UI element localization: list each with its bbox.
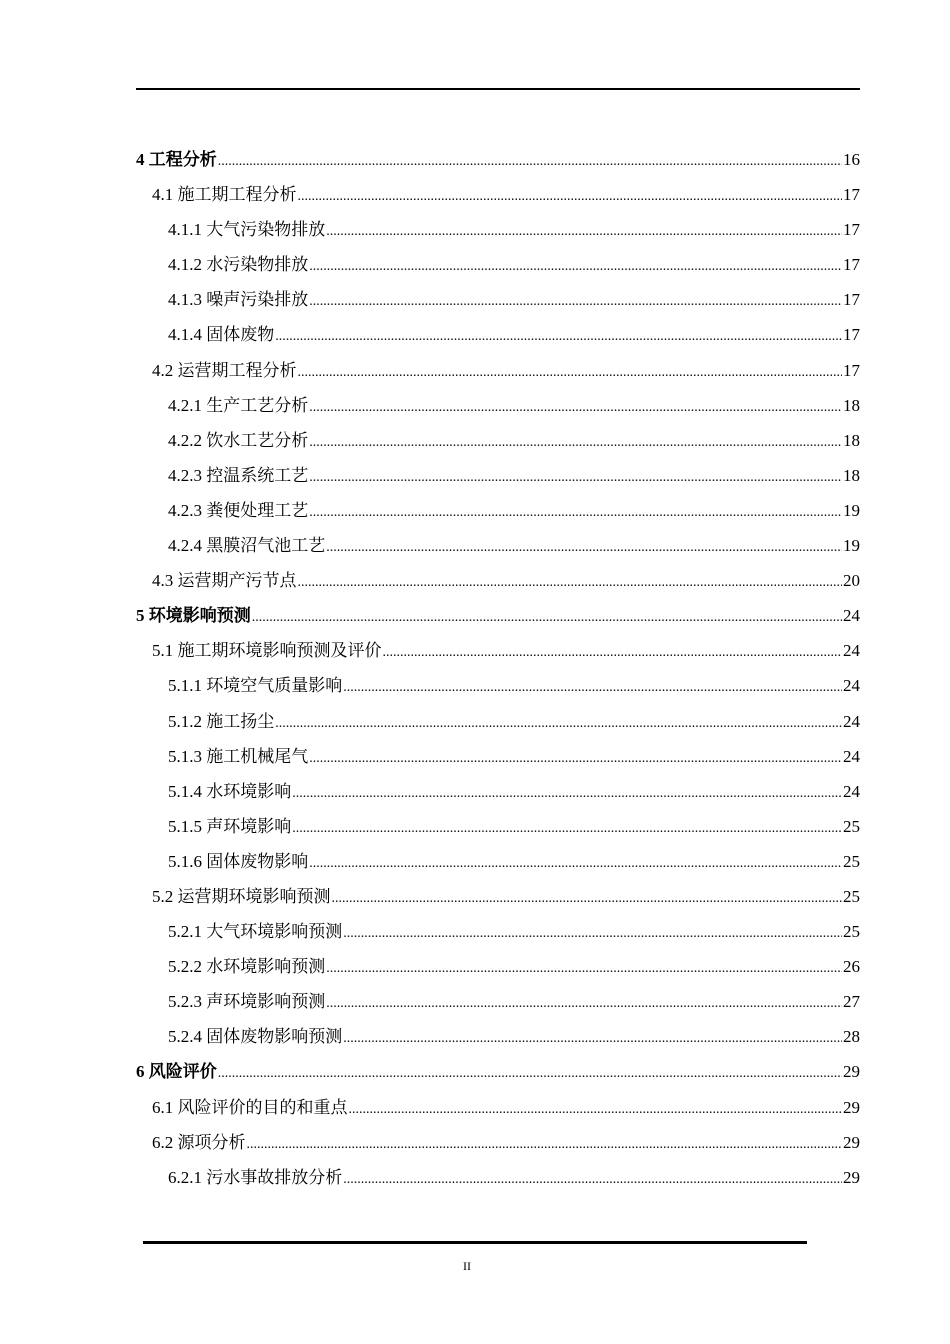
toc-entry-title: 4.1.1 大气污染物排放 [168, 220, 326, 240]
dot-leader [309, 390, 842, 425]
toc-entry-page: 26 [843, 957, 860, 977]
dot-leader [383, 635, 843, 670]
toc-entry-page: 24 [843, 676, 860, 696]
toc-entry[interactable] [136, 212, 860, 247]
toc-entry-page: 29 [843, 1132, 860, 1152]
toc-entry-title: 5.1.5 声环境影响 [168, 816, 292, 836]
toc-entry-page: 18 [843, 465, 860, 485]
toc-entry-title: 5.1.6 固体废物影响 [168, 851, 309, 871]
toc-entry-page: 28 [843, 1027, 860, 1047]
toc-entry[interactable] [136, 949, 860, 984]
dot-leader [218, 1056, 842, 1091]
toc-entry-page: 20 [843, 571, 860, 591]
toc-entry[interactable] [136, 1019, 860, 1054]
toc-entry-title: 4.3 运营期产污节点 [152, 571, 297, 591]
toc-entry[interactable] [136, 563, 860, 598]
toc-entry-title: 5.1 施工期环境影响预测及评价 [152, 641, 382, 661]
toc-entry-page: 17 [843, 255, 860, 275]
dot-leader [218, 144, 842, 179]
toc-entry-title: 4 工程分析 [136, 150, 217, 169]
toc-entry-page: 25 [843, 851, 860, 871]
toc-entry-title: 4.2.3 控温系统工艺 [168, 465, 309, 485]
toc-entry[interactable] [136, 633, 860, 668]
page-number: II [463, 1259, 471, 1273]
toc-entry-page: 25 [843, 922, 860, 942]
dot-leader [332, 881, 843, 916]
toc-entry[interactable] [136, 282, 860, 317]
toc-entry-title: 5 环境影响预测 [136, 606, 251, 626]
toc-entry-title: 4.1.4 固体废物 [168, 325, 275, 345]
toc-entry-page: 29 [843, 1097, 860, 1117]
toc-entry-title: 6 风险评价 [136, 1062, 217, 1082]
toc-entry[interactable] [136, 1160, 860, 1195]
toc-entry-page: 25 [843, 886, 860, 906]
toc-entry-page: 24 [843, 781, 860, 801]
toc-entry-page: 17 [843, 290, 860, 310]
toc-entry-title: 4.2.2 饮水工艺分析 [168, 430, 309, 450]
toc-entry[interactable] [136, 809, 860, 844]
toc-entry-page: 17 [843, 185, 860, 205]
dot-leader [298, 355, 843, 390]
dot-leader [309, 846, 842, 881]
toc-entry-title: 5.1.3 施工机械尾气 [168, 746, 309, 766]
toc-entry[interactable] [136, 598, 860, 633]
toc-entry[interactable] [136, 247, 860, 282]
toc-entry-title: 5.2 运营期环境影响预测 [152, 886, 331, 906]
toc-entry-page: 24 [843, 641, 860, 661]
toc-entry-title: 5.1.4 水环境影响 [168, 781, 292, 801]
toc-entry-page: 19 [843, 500, 860, 520]
toc-entry[interactable] [136, 739, 860, 774]
dot-leader [349, 1092, 843, 1127]
dot-leader [326, 986, 842, 1021]
dot-leader [309, 460, 842, 495]
toc-entry-title: 4.2.1 生产工艺分析 [168, 395, 309, 415]
toc-entry[interactable] [136, 388, 860, 423]
toc-entry-page: 16 [843, 150, 860, 169]
footer-rule [143, 1241, 807, 1244]
toc-entry[interactable] [136, 704, 860, 739]
toc-entry-title: 5.2.1 大气环境影响预测 [168, 922, 343, 942]
toc-entry[interactable] [136, 668, 860, 703]
dot-leader [292, 776, 842, 811]
toc-entry-page: 18 [843, 395, 860, 415]
dot-leader [309, 741, 842, 776]
toc-entry-page: 24 [843, 606, 860, 626]
toc-entry-title: 5.2.2 水环境影响预测 [168, 957, 326, 977]
toc-entry[interactable] [136, 914, 860, 949]
toc-entry[interactable] [136, 1090, 860, 1125]
toc-entry[interactable] [136, 353, 860, 388]
dot-leader [247, 1127, 843, 1162]
toc-entry-page: 29 [843, 1062, 860, 1082]
toc-entry-title: 5.2.4 固体废物影响预测 [168, 1027, 343, 1047]
toc-entry-page: 29 [843, 1167, 860, 1187]
toc-entry[interactable] [136, 528, 860, 563]
dot-leader [343, 1021, 842, 1056]
toc-entry[interactable] [136, 177, 860, 212]
toc-entry-title: 6.1 风险评价的目的和重点 [152, 1097, 348, 1117]
toc-entry[interactable] [136, 774, 860, 809]
toc-entry[interactable] [136, 317, 860, 352]
dot-leader [298, 565, 843, 600]
toc-entry[interactable] [136, 1054, 860, 1089]
header-rule [136, 88, 860, 90]
toc-entry-title: 4.1 施工期工程分析 [152, 185, 297, 205]
dot-leader [309, 495, 842, 530]
dot-leader [298, 179, 843, 214]
toc-entry-title: 4.2.3 粪便处理工艺 [168, 500, 309, 520]
toc-entry[interactable] [136, 493, 860, 528]
toc-entry-title: 4.2 运营期工程分析 [152, 360, 297, 380]
dot-leader [326, 530, 842, 565]
dot-leader [275, 706, 842, 741]
dot-leader [343, 1162, 842, 1197]
toc-entry-page: 24 [843, 711, 860, 731]
toc-entry-title: 6.2.1 污水事故排放分析 [168, 1167, 343, 1187]
toc-entry-page: 25 [843, 816, 860, 836]
toc-entry-title: 5.1.2 施工扬尘 [168, 711, 275, 731]
toc-entry[interactable] [136, 1125, 860, 1160]
toc-entry-title: 4.2.4 黑膜沼气池工艺 [168, 536, 326, 556]
toc-entry-page: 18 [843, 430, 860, 450]
toc-entry[interactable] [136, 984, 860, 1019]
dot-leader [292, 811, 842, 846]
toc-entry[interactable] [136, 844, 860, 879]
dot-leader [326, 214, 842, 249]
toc-entry-page: 17 [843, 360, 860, 380]
toc-entry-title: 4.1.2 水污染物排放 [168, 255, 309, 275]
table-of-contents [136, 142, 860, 1195]
toc-entry-title: 5.1.1 环境空气质量影响 [168, 676, 343, 696]
dot-leader [309, 284, 842, 319]
toc-entry[interactable] [136, 423, 860, 458]
dot-leader [326, 951, 842, 986]
dot-leader [275, 319, 842, 354]
toc-entry-page: 17 [843, 220, 860, 240]
dot-leader [309, 425, 842, 460]
toc-entry-title: 4.1.3 噪声污染排放 [168, 290, 309, 310]
toc-entry[interactable] [136, 142, 860, 177]
dot-leader [252, 600, 842, 635]
toc-entry[interactable] [136, 879, 860, 914]
dot-leader [343, 670, 842, 705]
dot-leader [309, 249, 842, 284]
toc-entry-title: 5.2.3 声环境影响预测 [168, 992, 326, 1012]
toc-entry-page: 24 [843, 746, 860, 766]
toc-entry[interactable] [136, 458, 860, 493]
toc-entry-page: 27 [843, 992, 860, 1012]
toc-entry-page: 19 [843, 536, 860, 556]
toc-entry-page: 17 [843, 325, 860, 345]
dot-leader [343, 916, 842, 951]
toc-entry-title: 6.2 源项分析 [152, 1132, 246, 1152]
